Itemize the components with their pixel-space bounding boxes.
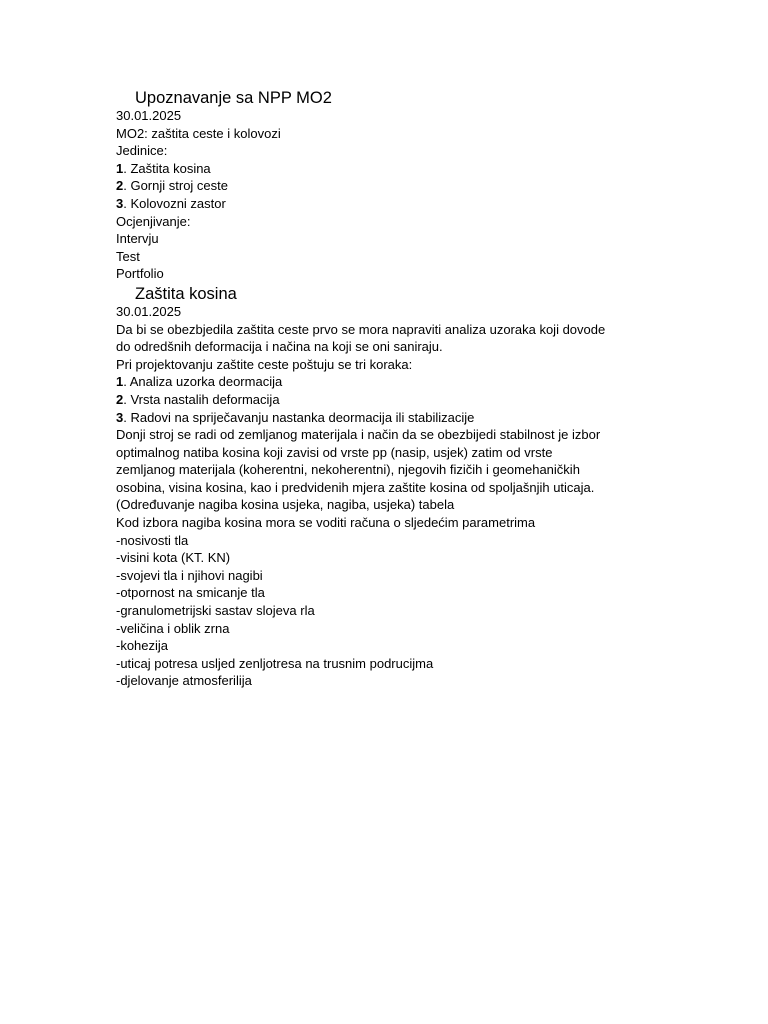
date-line: 30.01.2025: [116, 303, 182, 319]
subject-line: MO2: zaštita ceste i kolovozi: [116, 125, 281, 141]
paragraph-line: osobina, visina kosina, kao i predvidenih mjera zaštite kosina od spoljašnjih uticaja.: [116, 479, 595, 495]
paragraph-line: Pri projektovanju zaštite ceste poštuju se tri koraka:: [116, 356, 413, 372]
unit-text: . Gornji stroj ceste: [123, 178, 228, 194]
unit-item: [116, 195, 676, 213]
step-number: 1: [116, 374, 124, 390]
paragraph-line: do odredšnih deformacija i načina na koji se oni saniraju.: [116, 339, 443, 355]
date-line: 30.01.2025: [116, 108, 182, 123]
grading-label: Ocjenjivanje:: [116, 213, 191, 229]
paragraph-line: Da bi se obezbjedila zaštita ceste prvo se mora napraviti analiza uzoraka koji dovode: [116, 321, 606, 337]
unit-item: [116, 160, 676, 178]
parameter-item: -svojevi tla i njihovi nagibi: [116, 567, 263, 583]
parameter-item: -djelovanje atmosferilija: [116, 673, 252, 689]
units-label: Jedinice:: [116, 143, 168, 159]
parameter-item: -visini kota (KT. KN): [116, 550, 231, 566]
unit-item: [116, 177, 676, 195]
unit-number: 3: [116, 195, 124, 211]
parameter-item: -veličina i oblik zrna: [116, 620, 230, 636]
parameter-item: -granulometrijski sastav slojeva rla: [116, 603, 315, 619]
paragraph-line: Donji stroj se radi od zemljanog materijala i način da se obezbijedi stabilnost je izbor: [116, 427, 601, 443]
section-title-intro: Upoznavanje sa NPP MO2: [135, 89, 332, 107]
parameter-item: -otpornost na smicanje tla: [116, 585, 265, 601]
step-text: . Vrsta nastalih deformacija: [123, 391, 280, 407]
step-item: [116, 409, 676, 427]
unit-text: . Kolovozni zastor: [123, 195, 226, 211]
step-number: 2: [116, 391, 124, 407]
unit-text: . Zaštita kosina: [123, 160, 211, 176]
unit-number: 1: [116, 160, 124, 176]
paragraph-line: optimalnog natiba kosina koji zavisi od vrste pp (nasip, usjek) zatim od vrste: [116, 444, 553, 460]
parameter-item: -uticaj potresa usljed zenljotresa na trusnim podrucijma: [116, 655, 434, 671]
paragraph-line: (Određuvanje nagiba kosina usjeka, nagiba, usjeka) tabela: [116, 497, 455, 513]
grading-item: Test: [116, 248, 140, 264]
parameter-item: -kohezija: [116, 638, 169, 654]
parameter-item: -nosivosti tla: [116, 532, 189, 548]
step-item: [116, 391, 676, 409]
step-text: . Radovi na spriječavanju nastanka deormacija ili stabilizacije: [123, 409, 475, 425]
unit-number: 2: [116, 178, 124, 194]
step-text: . Analiza uzorka deormacija: [123, 374, 283, 390]
section-title-slope-protection: Zaštita kosina: [135, 284, 237, 303]
paragraph-line: zemljanog materijala (koherentni, nekoherentni), njegovih fizičih i geomehaničkih: [116, 462, 580, 478]
step-item: [116, 373, 676, 391]
document-body: [116, 88, 676, 690]
grading-item: Intervju: [116, 231, 159, 247]
grading-item: Portfolio: [116, 266, 164, 282]
paragraph-line: Kod izbora nagiba kosina mora se voditi računa o sljedećim parametrima: [116, 515, 536, 531]
step-number: 3: [116, 409, 124, 425]
